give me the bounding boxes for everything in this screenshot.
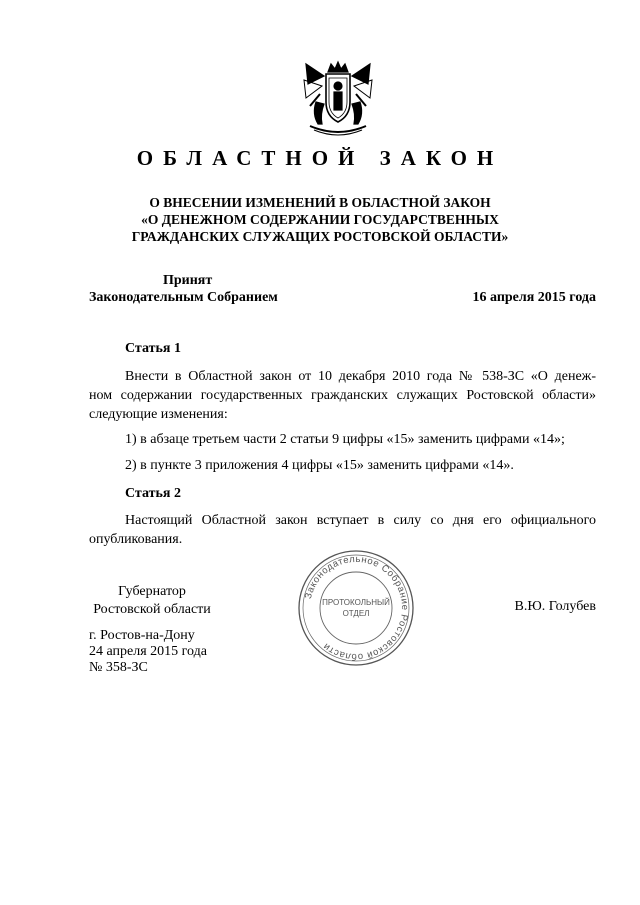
text-line: Настоящий Областной закон вступает в силу со дня его официального <box>125 513 596 528</box>
article-1-item-2 <box>89 456 596 475</box>
stamp-outer-text: Законодательное Собрание Ростовской области <box>302 553 411 663</box>
coat-of-arms-emblem <box>298 58 378 140</box>
law-title: ОБЛАСТНОЙ ЗАКОН <box>136 146 504 170</box>
amendment-title-line: ГРАЖДАНСКИХ СЛУЖАЩИХ РОСТОВСКОЙ ОБЛАСТИ» <box>131 229 509 244</box>
position-line: Ростовской области <box>93 602 211 617</box>
stamp-inner-line: ОТДЕЛ <box>342 609 370 618</box>
text-line: ном содержании государственных гражданских служащих Ростовской области» <box>89 388 596 403</box>
article-1-heading: Статья 1 <box>125 341 181 356</box>
amendment-title <box>0 194 640 245</box>
city: г. Ростов-на-Дону <box>89 628 195 643</box>
stamp-inner-line: ПРОТОКОЛЬНЫЙ <box>322 598 390 607</box>
article-2-text <box>89 511 596 549</box>
signatory-position <box>89 583 215 619</box>
article-1-intro <box>89 367 596 424</box>
official-stamp <box>296 548 416 668</box>
article-1-item-1 <box>89 430 596 449</box>
text-line: 2) в пункте 3 приложения 4 цифры «15» заменить цифрами «14». <box>125 458 514 473</box>
text-line: Внести в Областной закон от 10 декабря 2010 года № 538-ЗС «О денеж- <box>125 369 596 384</box>
law-number: № 358-ЗС <box>89 660 148 675</box>
text-line: 1) в абзаце третьем части 2 статьи 9 цифры «15» заменить цифрами «14»; <box>125 432 565 447</box>
place-and-date <box>89 628 207 676</box>
amendment-title-line: О ВНЕСЕНИИ ИЗМЕНЕНИЙ В ОБЛАСТНОЙ ЗАКОН <box>149 195 491 210</box>
text-line: следующие изменения: <box>89 407 228 422</box>
article-2-heading: Статья 2 <box>125 486 181 501</box>
text-line: опубликования. <box>89 532 183 547</box>
amendment-title-line: «О ДЕНЕЖНОМ СОДЕРЖАНИИ ГОСУДАРСТВЕННЫХ <box>141 212 499 227</box>
adoption-date: 16 апреля 2015 года <box>472 290 596 305</box>
signatory-name: В.Ю. Голубев <box>514 599 596 614</box>
adopted-label: Принят <box>163 273 213 288</box>
adopted-by: Законодательным Собранием <box>89 290 278 305</box>
position-line: Губернатор <box>118 584 186 599</box>
signing-date: 24 апреля 2015 года <box>89 644 207 659</box>
